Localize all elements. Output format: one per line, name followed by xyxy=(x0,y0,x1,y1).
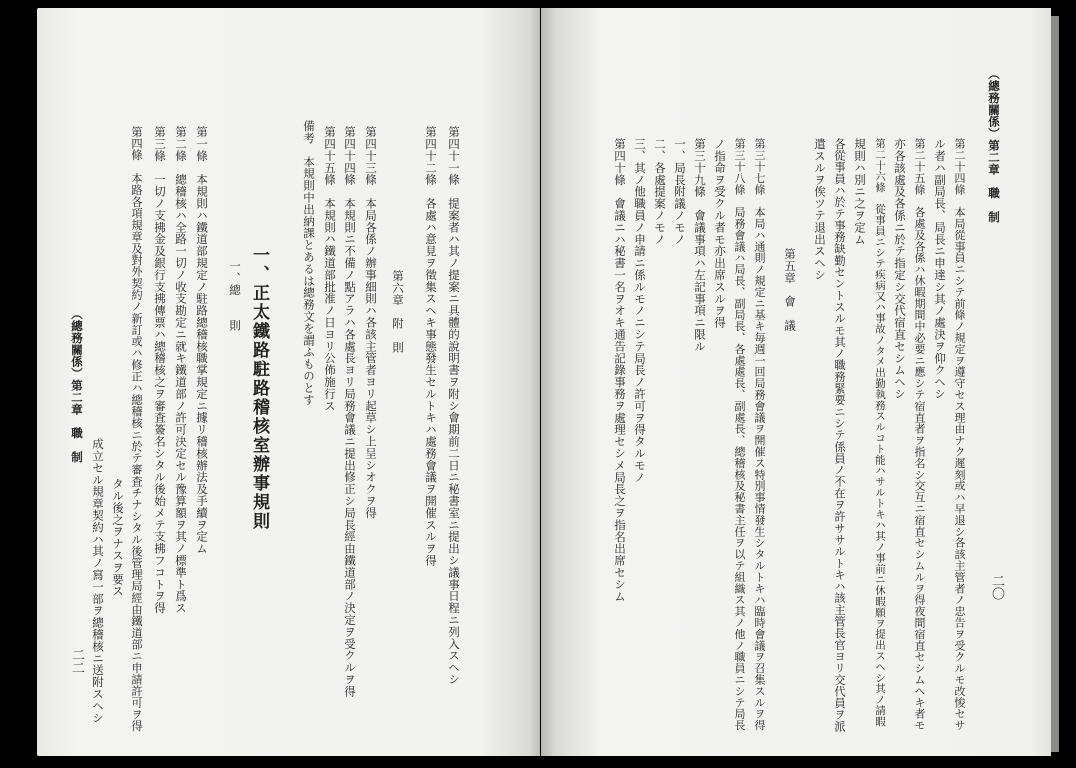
right-page xyxy=(541,8,1051,756)
left-line-14: タル後之ヲナスヲ要ス xyxy=(111,478,125,597)
right-line-15: 二、各處提案ノモノ xyxy=(653,138,667,246)
right-line-3: 第二十五條 各處及各係ハ休暇期間中必要ニ應シテ宿直者ヲ指名シ交互ニ宿直セシムルヲ得夜間宿直セシムヘキ者モ xyxy=(913,138,926,731)
left-line-2: 第四十二條 各處ハ意見ヲ徵集スヘキ事態發生セルトキハ處務會議ヲ開催スルヲ得 xyxy=(424,126,438,567)
right-line-17: 第四十條 會議ニハ秘書一名ヲオキ通告記錄事務ヲ處理セシメ局長之ヲ指名出席セシム xyxy=(613,138,627,603)
left-header xyxy=(70,308,83,463)
left-line-1: 第四十一條 提案者ハ其ノ提案ニ具體的說明書ヲ附シ會期前二日ニ秘書室ニ提出シ議事日程ニ列入スヘシ xyxy=(447,126,461,686)
left-page-number: 二二 xyxy=(69,648,84,674)
right-page-number: 二〇 xyxy=(989,574,1004,600)
right-line-11: 第三十八條 局務會議ハ局長、副局長、各處處長、副處長、總稽核及秘書主任ヲ以テ組織ス其ノ他ノ職員ニシテ局長 xyxy=(733,138,746,731)
left-line-4: 第四十三條 本局各係ノ辦事細則ハ各該主管者ヨリ起草シ上呈シオクヲ得 xyxy=(364,126,378,519)
right-header xyxy=(987,68,1000,223)
right-header-chapter: 第二章 xyxy=(987,139,1001,176)
left-section-title: 一、正太鐵路駐路稽核室辦事規則 xyxy=(249,246,269,531)
right-header-section: （總務關係） xyxy=(987,68,1001,140)
left-line-3: 第六章 附 則 xyxy=(391,270,405,354)
right-line-10: 第三十七條 本局ハ通則ノ規定ニ基キ毎週一回局務會議ヲ開催ス特別事情發生シタルトキハ臨時會議ヲ召集スルヲ得 xyxy=(753,138,766,731)
left-header-chapter: 第二章 xyxy=(70,379,84,416)
right-header-title: 職 制 xyxy=(987,187,1001,223)
left-header-title: 職 制 xyxy=(70,427,84,463)
page-edge xyxy=(1051,16,1059,752)
left-line-7: 備考 本規則中出納課とあるは總務文を謂ふものとす xyxy=(302,120,316,406)
left-line-15: 成立セル規章契約ハ其ノ寫一部ヲ總稽核ニ送附スヘシ xyxy=(91,438,105,724)
right-line-7: 各從事員ハ於テ事務缺勤セントスルモ其ノ職務緊要ニシテ係員ノ不在ヲ許ササルトキハ該主管長官ヨリ交代員ヲ派 xyxy=(833,138,846,733)
right-line-14: 一、局長附議ノモノ xyxy=(673,138,687,246)
right-line-13: 第三十九條 會議事項ハ左記事項ニ限ル xyxy=(693,138,707,353)
left-page xyxy=(37,8,540,756)
right-line-5: 第二十六條 從事員ニシテ疾病又ハ事故ノタメ出勤執務スルコト能ハサルトキハ其ノ事前ニ休暇願ヲ提出スヘシ其ノ請暇 xyxy=(874,138,886,727)
left-line-12: 第三條 一切ノ支拂金及銀行支拂傳票ハ總稽核之ヲ審査簽名シタル後始メテ支拂フコトヲ得 xyxy=(153,126,167,614)
right-line-6: 規則ハ別ニ之ヲ定ム xyxy=(853,138,867,246)
left-line-13: 第四條 本路各項規章及對外契約ノ新訂或ハ修正ハ總稽核ニ於テ審査チナシタル後管理局經由鐵道部ニ申請許可ヲ得 xyxy=(130,126,143,732)
left-line-9: 一、總 則 xyxy=(228,260,242,332)
right-line-12: ノ指命ヲ受クル者モ亦出席スルヲ得 xyxy=(713,138,727,329)
right-chapter-heading: 第五章 會 議 xyxy=(783,248,797,332)
right-line-2: ル者ハ副局長、局長ニ申達シ其ノ處決ヲ仰クヘシ xyxy=(933,138,947,400)
right-line-16: 三、其ノ他職員ノ申請ニ係ルモノニシテ局長ノ許可ヲ得タルモノ xyxy=(633,138,647,484)
left-line-5: 第四十四條 本規則ニ不備ノ點アラハ各處長ヨリ局務會議ニ提出修正シ局長經由鐵道部ノ決定ヲ受クルヲ得 xyxy=(343,126,357,698)
right-line-4: 亦各該處及各係ニ於テ指定シ交代宿直セシムヘシ xyxy=(893,138,907,400)
left-line-6: 第四十五條 本規則ハ鐵道部批准ノ日ヨリ公佈施行ス xyxy=(323,126,337,412)
right-line-8: 遣スルヲ俟ツテ退出スヘシ xyxy=(813,138,827,281)
left-line-10: 第一條 本規則ハ鐵道部規定ノ駐路總稽核職掌規定ニ據リ稽核辦法及手續ヲ定ム xyxy=(195,126,209,555)
left-line-11: 第二條 總稽核ハ全路一切ノ收支勘定ニ就キ鐵道部ノ許可決定セル豫算額ヲ其ノ標準ト爲ス xyxy=(174,126,188,614)
left-header-section: （總務關係） xyxy=(70,308,84,380)
right-line-1: 第二十四條 本局從事員ニシテ前條ノ規定ヲ遵守セス理由ナク遲刻或ハ早退シ各該主管者ノ忠告ヲ受クルモ改悛セサ xyxy=(953,138,966,731)
